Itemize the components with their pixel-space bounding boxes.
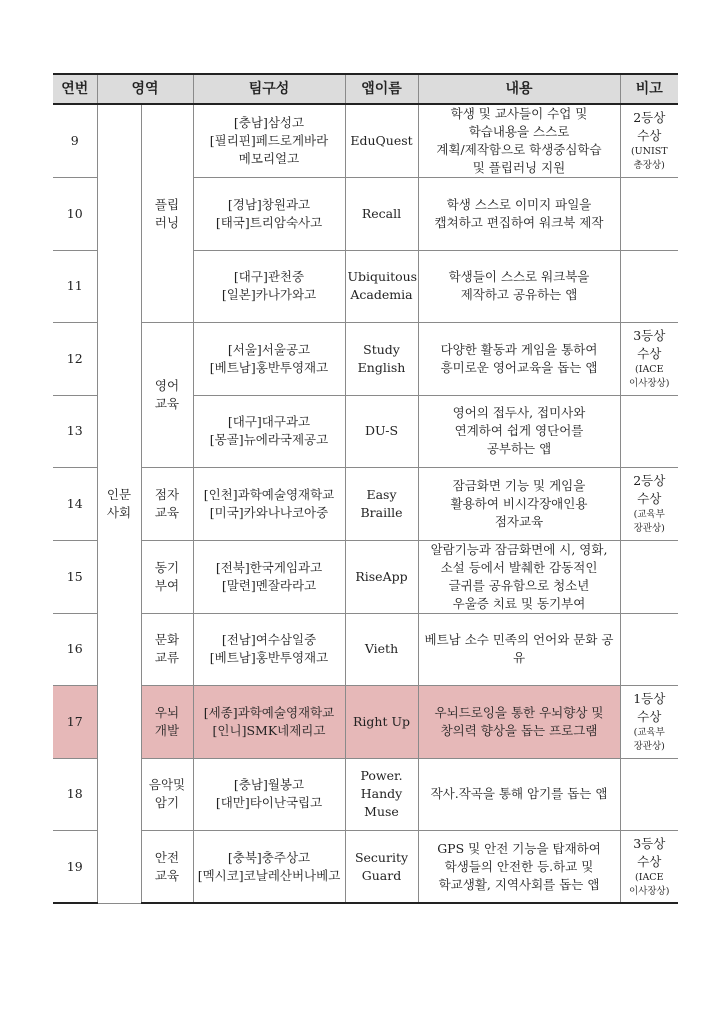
note-line: 1등상 xyxy=(633,690,666,706)
area-minor-cell xyxy=(141,758,193,831)
app-line: DU-S xyxy=(364,423,399,439)
team-line: [필리핀]페드로게바라 xyxy=(209,133,329,148)
team-line: [전북]한국게임과고 xyxy=(215,559,323,575)
note-line: 3등상 xyxy=(633,327,666,343)
app-cell xyxy=(345,686,418,759)
header-app: 앱이름 xyxy=(345,74,418,104)
content-line: 학습내용을 스스로 xyxy=(468,124,570,139)
row-number: 11 xyxy=(53,250,97,323)
team-line: [인니]SMK네제리고 xyxy=(212,722,326,738)
team-line: [서울]서울공고 xyxy=(227,341,311,357)
app-line: Recall xyxy=(361,205,402,221)
note-small-line: (교육부 xyxy=(633,726,665,738)
app-line: EduQuest xyxy=(350,133,413,148)
note-line: 수상 xyxy=(637,128,662,143)
note-line: 수상 xyxy=(637,853,662,869)
area-line: 교육 xyxy=(154,867,180,883)
area-line: 문화 xyxy=(154,632,180,648)
note-cell xyxy=(620,468,678,541)
team-cell xyxy=(193,540,345,613)
content-cell xyxy=(418,613,620,686)
team-cell xyxy=(193,686,345,759)
team-cell xyxy=(193,323,345,396)
app-line: Academia xyxy=(350,287,413,303)
app-line: English xyxy=(357,359,406,375)
area-line: 부여 xyxy=(154,577,180,593)
header-team: 팀구성 xyxy=(193,74,345,104)
table-row xyxy=(53,104,678,178)
app-line: Handy xyxy=(360,786,403,802)
header-area: 영역 xyxy=(97,74,193,104)
app-line: Study xyxy=(363,341,400,357)
note-line: 수상 xyxy=(637,490,662,506)
note-line: 2등상 xyxy=(633,472,666,488)
content-cell xyxy=(418,178,620,251)
note-small-line: 이사장상) xyxy=(629,885,670,897)
table-row-highlighted xyxy=(53,686,678,759)
content-cell xyxy=(418,540,620,613)
content-cell xyxy=(418,323,620,396)
app-cell xyxy=(345,178,418,251)
table-row xyxy=(53,468,678,541)
note-small-line: 장관상) xyxy=(633,522,665,534)
content-line: 점자교육 xyxy=(494,513,544,529)
content-line: 영어의 접두사, 접미사와 xyxy=(452,405,586,421)
area-line: 음악및 xyxy=(148,777,186,793)
team-line: [충남]삼성고 xyxy=(233,115,305,130)
app-cell xyxy=(345,395,418,468)
content-cell xyxy=(418,395,620,468)
content-line: 계획/제작함으로 학생중심학습 xyxy=(436,142,602,157)
header-note: 비고 xyxy=(620,74,678,104)
content-line: 잠금화면 기능 및 게임을 xyxy=(452,477,586,493)
note-cell xyxy=(620,831,678,904)
content-line: 우뇌드로잉을 통한 우뇌향상 및 xyxy=(434,704,604,720)
team-line: [대구]관천중 xyxy=(233,269,305,285)
content-line: 창의력 향상을 돕는 프로그램 xyxy=(440,722,598,738)
note-cell xyxy=(620,395,678,468)
area-line: 러닝 xyxy=(154,214,180,230)
table-row xyxy=(53,323,678,396)
app-cell xyxy=(345,104,418,178)
team-line: [전남]여수삼일중 xyxy=(221,632,317,648)
note-small-line: 이사장상) xyxy=(629,377,670,389)
area-line: 영어 xyxy=(154,378,180,393)
content-cell xyxy=(418,104,620,178)
content-line: 작사.작곡을 통해 암기를 돕는 앱 xyxy=(430,786,608,802)
app-cell xyxy=(345,250,418,323)
row-number: 16 xyxy=(53,613,97,686)
note-line: 수상 xyxy=(637,708,662,724)
app-line: Security xyxy=(354,849,409,865)
content-line: 및 플립러닝 지원 xyxy=(472,160,566,175)
row-number: 17 xyxy=(53,686,97,759)
app-line: RiseApp xyxy=(355,568,408,584)
app-line: Power. xyxy=(360,768,403,784)
area-minor-cell xyxy=(141,831,193,904)
team-cell xyxy=(193,831,345,904)
note-small-line: 장관상) xyxy=(633,740,665,752)
team-line: [대구]대구과고 xyxy=(227,414,311,430)
note-cell xyxy=(620,758,678,831)
team-line: [세종]과학예술영재학교 xyxy=(203,704,335,720)
area-line: 암기 xyxy=(154,795,180,811)
note-small-line: (IACE xyxy=(634,363,664,375)
note-cell xyxy=(620,250,678,323)
content-cell xyxy=(418,250,620,323)
app-cell xyxy=(345,831,418,904)
team-cell xyxy=(193,104,345,178)
area-line: 교육 xyxy=(154,504,180,520)
content-line: 학교생활, 지역사회를 돕는 앱 xyxy=(438,876,600,892)
content-line: 연계하여 쉽게 영단어를 xyxy=(454,423,584,439)
team-line: [경남]창원과고 xyxy=(227,196,311,212)
area-minor-cell xyxy=(141,686,193,759)
content-cell xyxy=(418,831,620,904)
header-content: 내용 xyxy=(418,74,620,104)
content-line: 학생들의 안전한 등.하교 및 xyxy=(444,858,594,874)
area-minor-cell xyxy=(141,323,193,468)
content-line: 알람기능과 잠금화면에 시, 영화, xyxy=(430,541,608,557)
content-line: GPS 및 안전 기능을 탑재하여 xyxy=(437,840,601,856)
row-number: 15 xyxy=(53,540,97,613)
content-line: 활용하여 비시각장애인용 xyxy=(450,495,588,511)
team-line: [대만]타이난국립고 xyxy=(215,795,323,811)
content-line: 우울증 치료 및 동기부여 xyxy=(452,595,586,611)
area-minor-cell xyxy=(141,468,193,541)
app-line: Muse xyxy=(364,804,399,820)
note-line: 3등상 xyxy=(633,835,666,851)
row-number: 12 xyxy=(53,323,97,396)
row-number: 9 xyxy=(53,104,97,178)
team-cell xyxy=(193,758,345,831)
team-cell xyxy=(193,250,345,323)
content-line: 학생 및 교사들이 수업 및 xyxy=(450,106,588,121)
team-line: [충남]월봉고 xyxy=(233,777,305,793)
app-cell xyxy=(345,758,418,831)
area-line: 안전 xyxy=(154,849,180,865)
team-cell xyxy=(193,178,345,251)
team-line: [태국]트리암숙사고 xyxy=(215,214,323,230)
row-number: 10 xyxy=(53,178,97,251)
area-line: 교류 xyxy=(154,650,180,666)
content-line: 흥미로운 영어교육을 돕는 앱 xyxy=(440,359,598,375)
row-number: 19 xyxy=(53,831,97,904)
table-row xyxy=(53,613,678,686)
app-cell xyxy=(345,613,418,686)
team-line: [말련]멘잘라라고 xyxy=(221,577,317,593)
app-line: Ubiquitous xyxy=(347,269,418,285)
team-line: [미국]카와나나코아중 xyxy=(209,504,329,520)
content-line: 공부하는 앱 xyxy=(486,441,552,457)
note-small-line: 총장상) xyxy=(633,160,665,171)
table-row xyxy=(53,758,678,831)
app-line: Right Up xyxy=(353,713,410,729)
note-cell xyxy=(620,686,678,759)
note-cell xyxy=(620,613,678,686)
team-line: [몽골]뉴에라국제공고 xyxy=(209,432,329,448)
team-line: [베트남]홍반투영재고 xyxy=(209,359,329,375)
note-cell xyxy=(620,104,678,178)
header-row xyxy=(53,74,678,104)
app-line: Braille xyxy=(360,504,403,520)
area-minor-cell xyxy=(141,613,193,686)
area-line: 개발 xyxy=(154,722,180,738)
table-row xyxy=(53,831,678,904)
content-cell xyxy=(418,468,620,541)
team-line: [인천]과학예술영재학교 xyxy=(203,486,335,502)
app-cell xyxy=(345,468,418,541)
content-line: 캡쳐하고 편집하여 워크북 제작 xyxy=(434,214,604,230)
team-cell xyxy=(193,613,345,686)
note-line: 수상 xyxy=(637,345,662,361)
app-cell xyxy=(345,540,418,613)
note-cell xyxy=(620,178,678,251)
team-line: 메모리얼고 xyxy=(238,151,300,166)
area-line: 점자 xyxy=(154,486,180,502)
awards-table xyxy=(53,73,678,904)
area-line: 동기 xyxy=(154,559,180,575)
content-line: 다양한 활동과 게임을 통하여 xyxy=(440,341,598,357)
note-line: 2등상 xyxy=(633,110,666,125)
table-row xyxy=(53,540,678,613)
content-line: 베트남 소수 민족의 언어와 문화 공유 xyxy=(424,632,614,666)
note-cell xyxy=(620,540,678,613)
area-line: 교육 xyxy=(154,396,180,411)
team-line: [일본]카나가와고 xyxy=(221,287,317,303)
content-line: 소설 등에서 발췌한 감동적인 xyxy=(440,559,598,575)
area-line: 플립 xyxy=(154,196,180,212)
row-number: 18 xyxy=(53,758,97,831)
app-line: Guard xyxy=(361,867,402,883)
area-major-line: 인문 xyxy=(106,486,132,502)
note-small-line: (교육부 xyxy=(633,508,665,520)
area-major-line: 사회 xyxy=(106,504,132,520)
app-line: Easy xyxy=(366,486,397,502)
area-line: 우뇌 xyxy=(154,704,180,720)
team-cell xyxy=(193,468,345,541)
team-cell xyxy=(193,395,345,468)
area-major-cell xyxy=(97,104,141,903)
content-cell xyxy=(418,758,620,831)
content-line: 제작하고 공유하는 앱 xyxy=(460,287,578,303)
content-cell xyxy=(418,686,620,759)
area-minor-cell xyxy=(141,104,193,323)
app-line: Vieth xyxy=(364,641,399,657)
content-line: 글귀를 공유함으로 청소년 xyxy=(448,577,590,593)
app-cell xyxy=(345,323,418,396)
row-number: 13 xyxy=(53,395,97,468)
content-line: 학생들이 스스로 워크북을 xyxy=(448,269,590,285)
note-cell xyxy=(620,323,678,396)
row-number: 14 xyxy=(53,468,97,541)
note-small-line: (UNIST xyxy=(630,146,668,157)
team-line: [베트남]홍반투영재고 xyxy=(209,650,329,666)
area-minor-cell xyxy=(141,540,193,613)
content-line: 학생 스스로 이미지 파일을 xyxy=(446,196,592,212)
header-no: 연번 xyxy=(53,74,97,104)
note-small-line: (IACE xyxy=(634,871,664,883)
team-line: [멕시코]코날레산버나베고 xyxy=(197,867,341,883)
team-line: [충북]충주상고 xyxy=(227,849,311,865)
